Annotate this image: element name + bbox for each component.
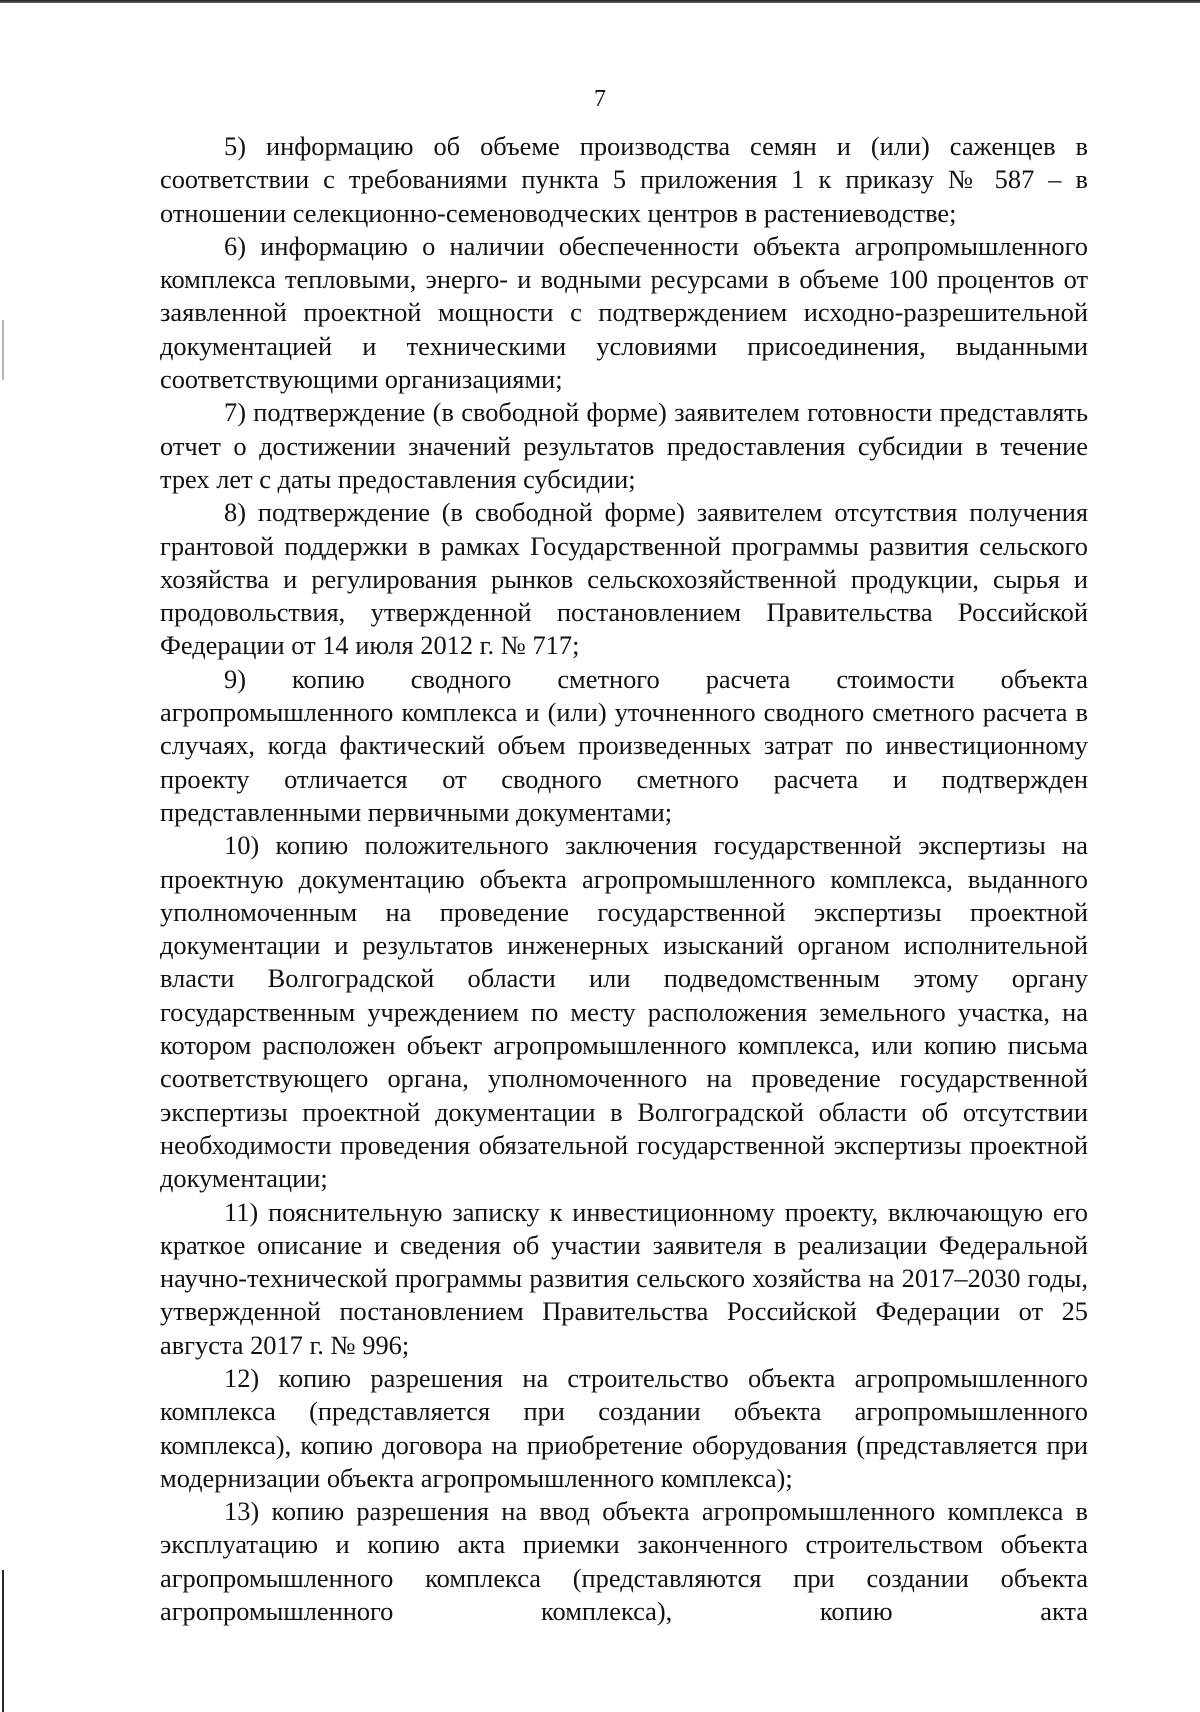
paragraph-item-8: 8) подтверждение (в свободной форме) заявителем отсутствия получения грантовой поддержки в рамках Государственной программы развития сельского хозяйства и регулирования рынков сельскохозяйственной продукции, сырья и продовольствия, утвержденной постановлением Правительства Российской Федерации от 14 июля 2012 г. № 717; [160,497,1088,661]
document-body [160,130,1088,1628]
paragraph-item-7: 7) подтверждение (в свободной форме) заявителем готовности представлять отчет о достижении значений результатов предоставления субсидии в течение трех лет с даты предоставления субсидии; [160,397,1088,494]
scan-edge [0,0,1200,3]
paragraph-item-12: 12) копию разрешения на строительство объекта агропромышленного комплекса (представляется при создании объекта агропромышленного комплекса), копию договора на приобретение оборудования (представляется при модернизации объекта агропромышленного комплекса); [160,1362,1088,1493]
paragraph-item-11: 11) пояснительную записку к инвестиционному проекту, включающую его краткое описание и сведения об участии заявителя в реализации Федеральной научно-технической программы развития сельского хозяйства на 2017–2030 годы, утвержденной постановлением Правительства Российской Федерации от 25 августа 2017 г. № 996; [160,1196,1088,1360]
paragraph-item-13: 13) копию разрешения на ввод объекта агропромышленного комплекса в эксплуатацию и копию акта приемки законченного строительством объекта агропромышленного комплекса (представляются при создании объекта агропромышленного комплекса), копию акта [160,1496,1088,1627]
scan-mark [2,320,4,380]
paragraph-item-5: 5) информацию об объеме производства семян и (или) саженцев в соответствии с требованиями пункта 5 приложения 1 к приказу № 587 – в отношении селекционно-семеноводческих центров в растениеводстве; [160,131,1088,228]
paragraph-item-9: 9) копию сводного сметного расчета стоимости объекта агропромышленного комплекса и (или) уточненного сводного сметного расчета в случаях, когда фактический объем произведенных затрат по инвестиционному проекту отличается от сводного сметного расчета и подтвержден представленными первичными документами; [160,663,1088,827]
paragraph-item-6: 6) информацию о наличии обеспеченности объекта агропромышленного комплекса тепловыми, энерго- и водными ресурсами в объеме 100 процентов от заявленной проектной мощности с подтверждением исходно-разрешительной документацией и техническими условиями присоединения, выданными соответствующими организациями; [160,230,1088,395]
scan-mark [2,1570,4,1712]
page-number: 7 [594,86,606,112]
paragraph-item-10: 10) копию положительного заключения государственной экспертизы на проектную документацию объекта агропромышленного комплекса, выданного уполномоченным на проведение государственной экспертизы проектной документации и результатов инженерных изысканий органом исполнительной власти Волгоградской области или подведомственным этому органу государственным учреждением по месту расположения земельного участка, на котором расположен объект агропромышленного комплекса, или копию письма соответствующего органа, уполномоченного на проведение государственной экспертизы проектной документации в Волгоградской области об отсутствии необходимости проведения обязательной государственной экспертизы проектной документации; [160,830,1088,1194]
